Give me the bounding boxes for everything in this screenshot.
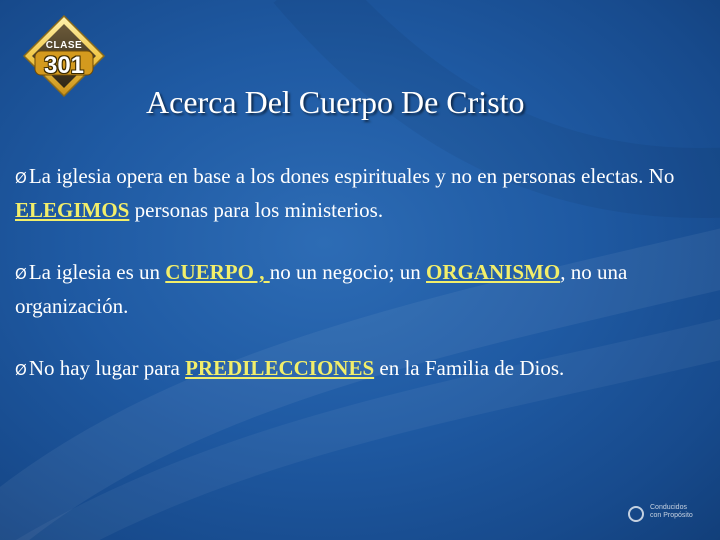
footer-logo-text: [650, 504, 708, 520]
footer-logo-line2: con Propósito: [650, 512, 693, 519]
bullet-item: [15, 160, 705, 226]
bullet-text: No hay lugar para: [28, 356, 186, 380]
logo-clase-label: CLASE: [45, 40, 83, 51]
bullet-text: La iglesia opera en base a los dones espirituales y no en personas electas. No: [28, 164, 675, 188]
conducidos-logo-icon: [628, 506, 644, 522]
bullet-list: [15, 160, 705, 386]
logo-number: 301: [43, 52, 85, 79]
highlight-word: ORGANISMO: [426, 260, 561, 284]
conducidos-logo: [628, 498, 708, 528]
bullet-arrow-icon: Ø: [15, 265, 27, 283]
bullet-arrow-icon: Ø: [15, 361, 27, 379]
bullet-text: personas para los ministerios.: [129, 198, 384, 222]
slide-title: Acerca Del Cuerpo De Cristo: [146, 84, 525, 120]
highlight-word: ELEGIMOS: [15, 198, 130, 222]
footer-logo-line1: Conducidos: [650, 504, 687, 511]
bullet-text: en la Familia de Dios.: [374, 356, 565, 380]
bullet-text: , no una organización.: [15, 260, 628, 318]
bullet-item: [15, 352, 705, 386]
highlight-word: PREDILECCIONES: [185, 356, 375, 380]
highlight-word: CUERPO ,: [165, 260, 270, 284]
bullet-text: La iglesia es un: [28, 260, 166, 284]
bullet-arrow-icon: Ø: [15, 169, 27, 187]
bullet-text: no un negocio; un: [269, 260, 427, 284]
bullet-item: [15, 256, 705, 322]
clase-301-logo: [22, 14, 106, 98]
